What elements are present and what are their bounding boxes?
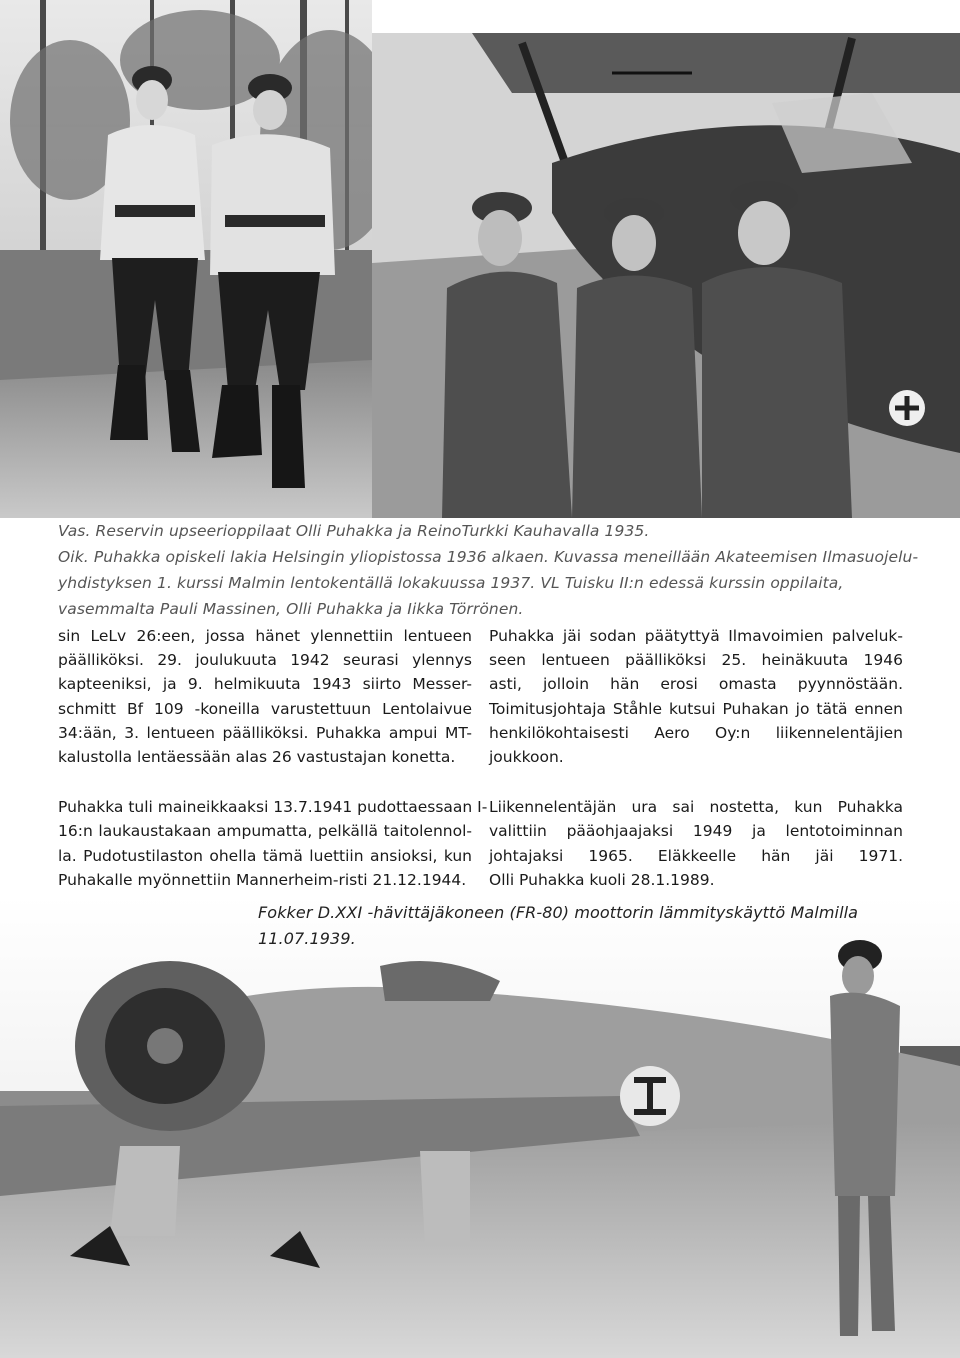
text-column-left [58,624,488,892]
caption-line: vasemmalta Pauli Massinen, Olli Puhakka ja Iikka Törrönen. [58,600,524,618]
text-line: Puhakalle myönnettiin Mannerheim-risti 21.12.1944. [58,870,467,889]
text-line: Olli Puhakka kuoli 28.1.1989. [489,870,715,889]
text-line: schmitt Bf 109 -koneilla varustettuun Lentolaivue [58,699,472,718]
text-line: Liikennelentäjän ura sai nostetta, kun Puhakka [489,798,903,817]
text-column-right [489,624,903,892]
text-line: kalustolla lentäessään alas 26 vastustajan konetta. [58,747,456,766]
text-line: 34:ään, 3. lentueen päälliköksi. Puhakka ampui MT- [58,723,472,742]
text-line: joukkoon. [489,747,564,766]
text-line: Puhakka jäi sodan päätyttyä Ilmavoimien palveluk- [489,627,903,645]
photo-cadets-forest [0,0,372,518]
text-line: henkilökohtaisesti Aero Oy:n liikennelentäjien [489,723,903,742]
text-line: Toimitusjohtaja Ståhle kutsui Puhakan jo tätä ennen [489,699,903,718]
text-line: la. Pudotustilaston ohella tämä luettiin ansioksi, kun [58,846,472,865]
text-line: sin LeLv 26:een, jossa hänet ylennettiin lentueen [58,627,472,645]
text-line: johtajaksi 1965. Eläkkeelle hän jäi 1971. [489,846,903,865]
text-line: 16:n laukaustakaan ampumatta, pelkällä taitolennol- [58,822,472,841]
text-line: valittiin pääohjaajaksi 1949 ja lentotoiminnan [489,822,903,841]
text-line: seen lentueen päälliköksi 25. heinäkuuta 1946 [489,651,903,670]
text-line: kapteeniksi, ja 9. helmikuuta 1943 siirto Messer- [58,675,472,694]
text-line: Puhakka tuli maineikkaaksi 13.7.1941 pudottaessaan I- [58,798,488,817]
caption-line: yhdistyksen 1. kurssi Malmin lentokentällä lokakuussa 1937. VL Tuisku II:n edessä kurssin oppilaita, [58,574,844,592]
caption-line: Oik. Puhakka opiskeli lakia Helsingin yliopistossa 1936 alkaen. Kuvassa meneillään Akateemisen Ilmasuojelu- [58,548,919,566]
text-line: asti, jolloin hän erosi omasta pyynnöstään. [489,675,903,694]
text-line: päälliköksi. 29. joulukuuta 1942 seurasi ylennys [58,651,472,670]
photo-caption-bottom: Fokker D.XXI -hävittäjäkoneen (FR-80) moottorin lämmityskäyttö Malmilla 11.07.1939. [258,903,859,948]
photo-fokker-fighter [0,896,960,1358]
caption-line: Vas. Reservin upseerioppilaat Olli Puhakka ja ReinoTurkki Kauhavalla 1935. [58,522,650,540]
photo-cadets-biplane [372,33,960,518]
photo-caption-top [58,518,938,622]
